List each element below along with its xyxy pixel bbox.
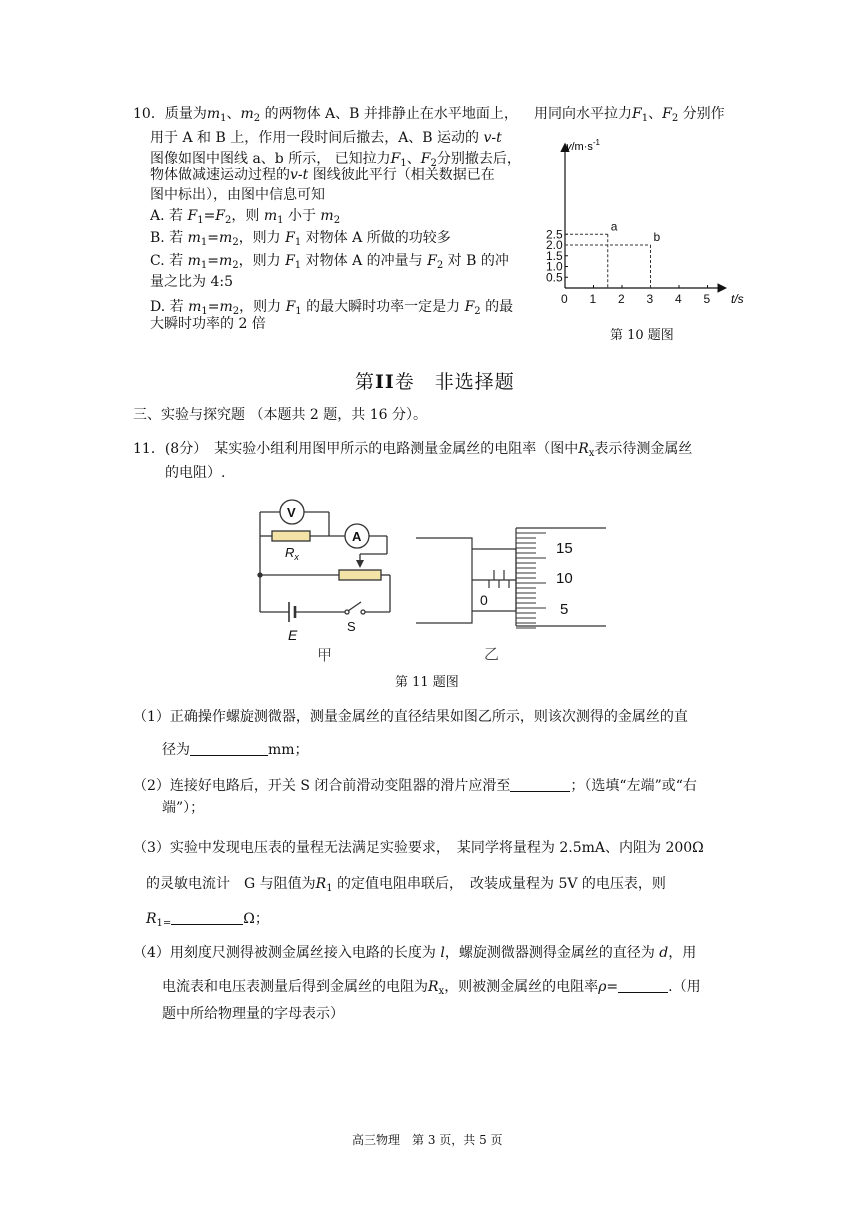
chart-x-tick-label: 0 — [561, 292, 568, 306]
chart-y-tick-label: 2.0 — [546, 238, 563, 252]
q11-part-1: （1）正确操作螺旋测微器，测量金属丝的直径结果如图乙所示，则该次测得的金属丝的直 — [133, 709, 688, 725]
q10-line-2: 用于 A 和 B 上，作用一段时间后撤去，A、B 运动的 v-t — [150, 130, 502, 146]
switch — [348, 602, 361, 611]
q11-caption: 第 11 题图 — [395, 675, 459, 690]
switch-label: S — [347, 619, 356, 634]
q10-option-d-cont: 大瞬时功率的 2 倍 — [150, 316, 266, 332]
chart-x-axis-label: t/s — [731, 292, 744, 306]
scale-0: 0 — [480, 592, 488, 608]
q10-line-4: 物体做减速运动过程的v-t 图线彼此平行（相关数据已在 — [150, 167, 495, 183]
chart-y-axis-label: $v/m\cdot s^{-1}$ — [566, 138, 601, 153]
chart-series-label: b — [653, 230, 661, 244]
chart-x-tick-label: 2 — [618, 292, 625, 306]
answer-blank-1[interactable] — [190, 741, 268, 756]
q11-part-3: （3）实验中发现电压表的量程无法满足实验要求， 某同学将量程为 2.5mA、内阻为 200Ω — [133, 840, 704, 856]
q11-number: 11． — [133, 441, 165, 457]
q10-line-3: 图像如图中图线 a、b 所示， 已知拉力$F_1$、$F_2$分别撤去后， — [150, 151, 521, 169]
battery-label: E — [288, 627, 298, 643]
chart-y-tick-label: 2.5 — [546, 227, 563, 242]
q10-option-b: B. 若 $m_1=m_2$，则力 $F_1$ 对物体 A 所做的功较多 — [150, 230, 451, 248]
section-title: 第II卷 非选择题 — [355, 371, 515, 393]
q11-part-4: （4）用刻度尺测得被测金属丝接入电路的长度为 l，螺旋测微器测得金属丝的直径为 d，用 — [133, 945, 697, 961]
chart-y-tick-label: 1.5 — [546, 248, 563, 263]
chart-y-tick-label: 1.0 — [546, 259, 563, 274]
chart-x-tick-label: 1 — [589, 292, 597, 306]
chart-series-label: a — [610, 219, 618, 234]
q11-stem: 11．(8分） 某实验小组利用图甲所示的电路测量金属丝的电阻率（图中$R_x$表示待测金属丝 — [133, 441, 693, 459]
answer-blank-4[interactable] — [618, 978, 668, 993]
q11-part-3-cont: 的灵敏电流计 G 与阻值为$R_1$ 的定值电阻串联后， 改装成量程为 5V 的电压表，则 — [146, 876, 666, 894]
chart-x-tick-label: 4 — [675, 292, 682, 306]
scale-15: 15 — [556, 540, 573, 557]
q11-stem-cont: 的电阻）. — [165, 465, 226, 481]
micrometer-diagram — [416, 526, 608, 661]
answer-blank-2[interactable] — [510, 777, 570, 792]
q11-part-4-cont: 电流表和电压表测量后得到金属丝的电阻为$R_x$，则被测金属丝的电阻率ρ= .（用 — [162, 979, 701, 997]
q10-option-c-cont: 量之比为 4:5 — [150, 274, 233, 290]
q10-line-5: 图中标出），由图中信息可知 — [150, 187, 325, 203]
q11-part-2-cont: 端”）； — [162, 800, 205, 816]
chart-y-unit: /m·s — [571, 141, 593, 153]
chart-x-tick-label: 3 — [646, 292, 654, 306]
section-heading: 三、实验与探究题 （本题共 2 题，共 16 分）。 — [133, 407, 427, 423]
figure-label-yi: 乙 — [484, 646, 500, 661]
q10-caption: 第 10 题图 — [610, 328, 674, 343]
ammeter-label: A — [352, 529, 362, 544]
q11-part-3-answer: $R_{1=}$ Ω； — [146, 911, 269, 929]
q10-option-d: D. 若 $m_1=m_2$，则力 $F_1$ 的最大瞬时功率一定是力 $F_2$ 的最 — [150, 299, 514, 317]
q11-part-1-cont: 径为 mm； — [162, 742, 309, 758]
scale-10: 10 — [556, 570, 573, 587]
chart-y-tick-label: 0.5 — [546, 270, 563, 285]
resistor-rx — [272, 531, 310, 541]
q10-line-1-right: 用同向水平拉力$F_1$、$F_2$ 分别作 — [534, 106, 725, 124]
q10-option-a: A. 若 $F_1=F_2$，则 $m_1$ 小于 $m_2$ — [150, 208, 341, 226]
q10-option-c: C. 若 $m_1=m_2$，则力 $F_1$ 对物体 A 的冲量与 $F_2$ 对 B 的冲 — [150, 253, 509, 271]
page-footer: 高三物理 第 3 页，共 5 页 — [352, 1133, 503, 1147]
rheostat — [339, 570, 381, 580]
q10-line-1: 10．质量为$m_1$、$m_2$ 的两物体 A、B 并排静止在水平地面上， — [133, 106, 518, 124]
vt-chart — [535, 135, 760, 315]
voltmeter-label: V — [287, 505, 296, 520]
q11-part-4-cont2: 题中所给物理量的字母表示） — [162, 1006, 344, 1022]
rx-label: $R_x$ — [285, 545, 299, 562]
chart-x-tick-label: 5 — [703, 292, 711, 306]
circuit-diagram — [247, 492, 397, 664]
answer-blank-3[interactable] — [171, 910, 243, 925]
figure-label-jia: 甲 — [317, 647, 333, 664]
scale-5: 5 — [560, 601, 569, 618]
q11-part-2: （2）连接好电路后，开关 S 闭合前滑动变阻器的滑片应滑至 ；（选填“左端”或“右 — [133, 778, 697, 794]
q10-number: 10． — [133, 106, 165, 122]
